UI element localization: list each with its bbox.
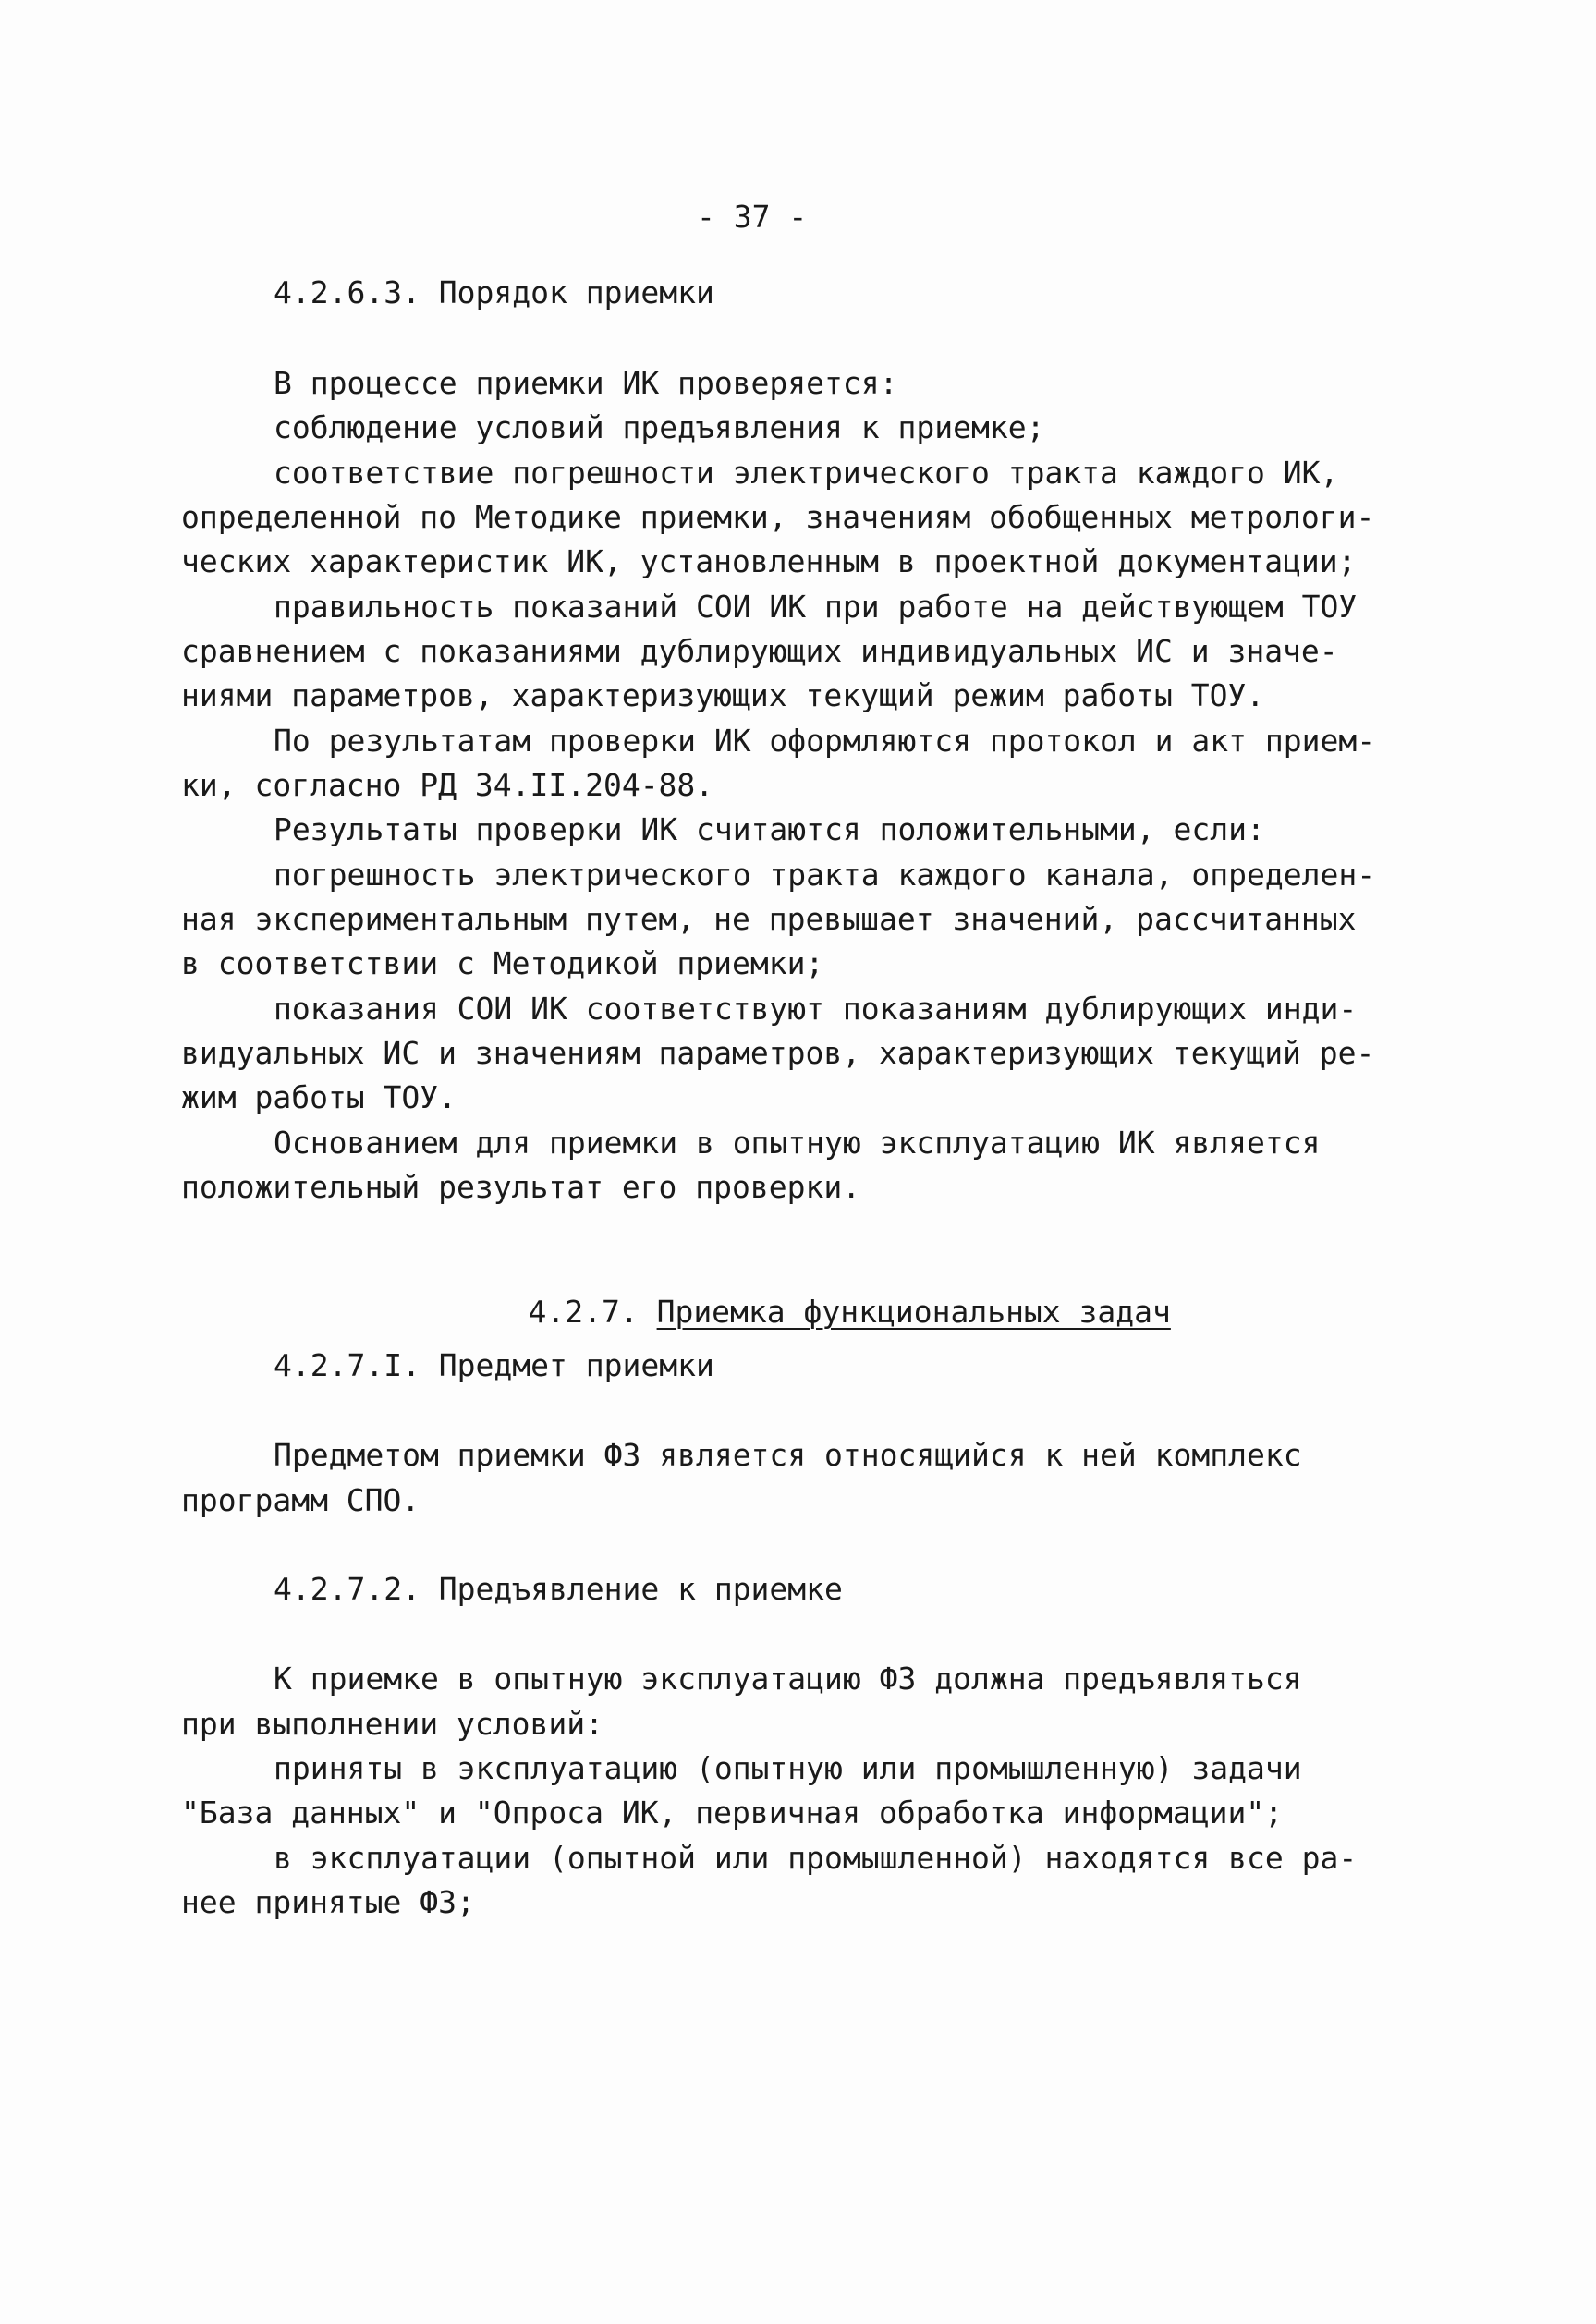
paragraph-line: в эксплуатации (опытной или промышленной) находятся все ра- [274,1840,1358,1876]
paragraph-line: В процессе приемки ИК проверяется: [274,365,898,401]
paragraph-line: ки, согласно РД 34.II.204-88. [181,767,714,803]
paragraph-line: "База данных" и "Опроса ИК, первичная обработка информации"; [181,1795,1284,1831]
paragraph-line: жим работы ТОУ. [181,1079,457,1115]
paragraph-line: при выполнении условий: [181,1706,603,1742]
section-number: 4.2.7. [528,1294,639,1330]
section-heading-4263: 4.2.6.3. Порядок приемки [274,274,714,310]
paragraph-line: приняты в эксплуатацию (опытную или промышленную) задачи [274,1750,1302,1786]
paragraph-line: ная экспериментальным путем, не превышает значений, рассчитанных [181,901,1357,937]
section-title: Приемка функциональных задач [656,1294,1171,1330]
paragraph-line: К приемке в опытную эксплуатацию ФЗ должна предъявляться [274,1661,1302,1697]
paragraph-line: погрешность электрического тракта каждого канала, определен- [274,857,1376,893]
paragraph-line: соответствие погрешности электрического тракта каждого ИК, [274,455,1339,491]
paragraph-line: соблюдение условий предъявления к приемке; [274,409,1045,445]
paragraph-line: Результаты проверки ИК считаются положительными, если: [274,811,1265,847]
paragraph-line: Основанием для приемки в опытную эксплуатацию ИК является [274,1125,1321,1161]
paragraph-line: ческих характеристик ИК, установленным в проектной документации; [181,543,1357,579]
paragraph-line: определенной по Методике приемки, значениям обобщенных метрологи- [181,499,1375,535]
paragraph-line: видуальных ИС и значениям параметров, характеризующих текущий ре- [181,1035,1375,1071]
section-heading-4271: 4.2.7.I. Предмет приемки [274,1347,714,1383]
page-number: - 37 - [697,199,808,235]
paragraph-line: программ СПО. [181,1482,420,1518]
paragraph-line: в соответствии с Методикой приемки; [181,945,824,981]
paragraph-line: показания СОИ ИК соответствуют показаниям дублирующих инди- [274,991,1358,1027]
paragraph-line: правильность показаний СОИ ИК при работе на действующем ТОУ [274,589,1358,625]
paragraph-line: положительный результат его проверки. [181,1169,861,1205]
paragraph-line: Предметом приемки ФЗ является относящийся к ней комплекс [274,1437,1302,1473]
paragraph-line: сравнением с показаниями дублирующих индивидуальных ИС и значе- [181,633,1338,669]
section-heading-4272: 4.2.7.2. Предъявление к приемке [274,1571,843,1607]
paragraph-line: ниями параметров, характеризующих текущий режим работы ТОУ. [181,677,1265,713]
paragraph-line: По результатам проверки ИК оформляются протокол и акт прием- [274,723,1376,759]
paragraph-line: нее принятые ФЗ; [181,1884,475,1920]
